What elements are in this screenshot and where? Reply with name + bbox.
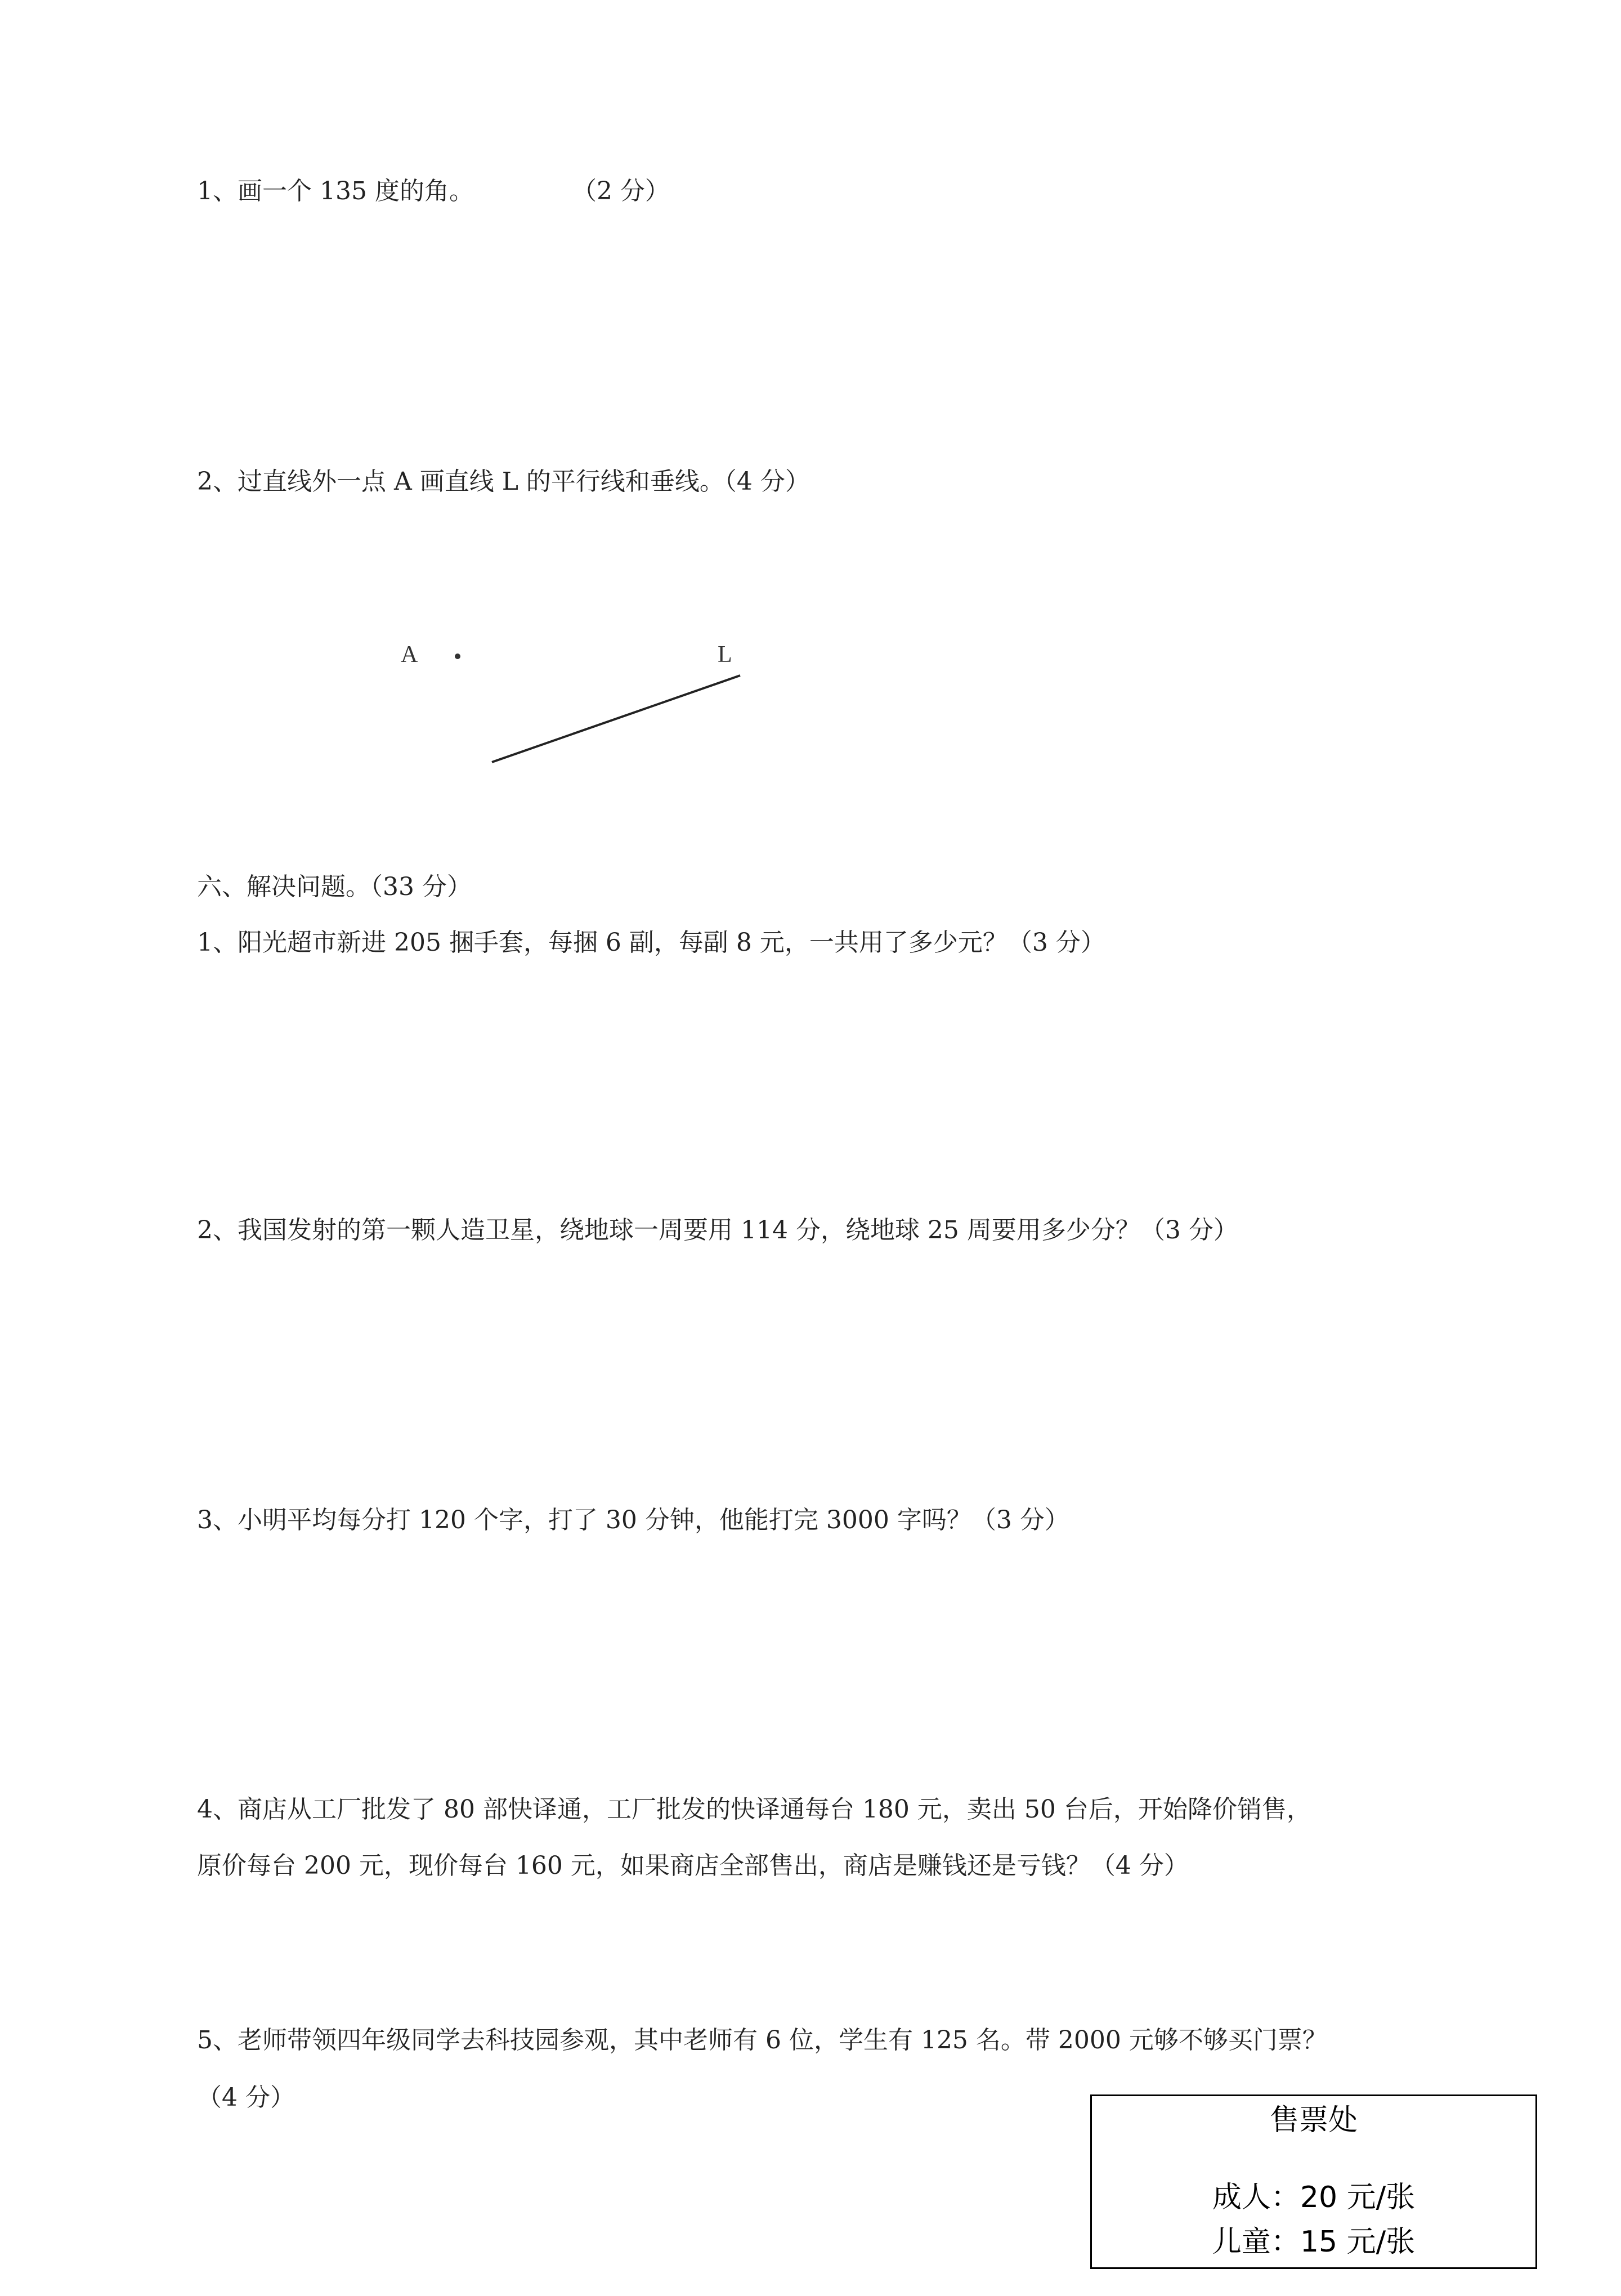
ticket-price-box <box>1090 2094 1537 2269</box>
adult-price-row <box>1092 2178 1535 2217</box>
problem-4-line-2: 原价每台 200 元，现价每台 160 元，如果商店全部售出，商店是赚钱还是亏钱？（4 分） <box>197 1851 1189 1880</box>
question-text: 1、画一个 135 度的角。 <box>197 177 474 205</box>
line-l-label: L <box>718 642 732 668</box>
problem-2: 2、我国发射的第一颗人造卫星，绕地球一周要用 114 分，绕地球 25 周要用多少分？（3 分） <box>197 1216 1238 1245</box>
problem-5-line-1: 5、老师带领四年级同学去科技园参观，其中老师有 6 位，学生有 125 名。带 2000 元够不够买门票？ <box>197 2026 1327 2055</box>
child-label: 儿童： <box>1212 2225 1300 2259</box>
problem-4-line-1: 4、商店从工厂批发了 80 部快译通，工厂批发的快译通每台 180 元，卖出 50 台后，开始降价销售， <box>197 1795 1311 1824</box>
question-parallel-perpendicular: 2、过直线外一点 A 画直线 L 的平行线和垂线。（4 分） <box>197 467 810 496</box>
point-a-label: A <box>401 642 418 668</box>
section-heading: 六、解决问题。（33 分） <box>197 872 472 901</box>
child-price: 15 元/张 <box>1300 2225 1416 2259</box>
question-score: （2 分） <box>571 177 670 205</box>
child-price-row <box>1092 2222 1535 2262</box>
problem-3: 3、小明平均每分打 120 个字，打了 30 分钟，他能打完 3000 字吗？（3 分） <box>197 1506 1069 1534</box>
ticket-box-title: 售票处 <box>1269 2103 1358 2137</box>
problem-5-line-2: （4 分） <box>197 2083 295 2112</box>
adult-price: 20 元/张 <box>1300 2181 1416 2214</box>
adult-label: 成人： <box>1212 2181 1300 2214</box>
problem-1: 1、阳光超市新进 205 捆手套，每捆 6 副，每副 8 元，一共用了多少元？（3 分） <box>197 928 1105 957</box>
